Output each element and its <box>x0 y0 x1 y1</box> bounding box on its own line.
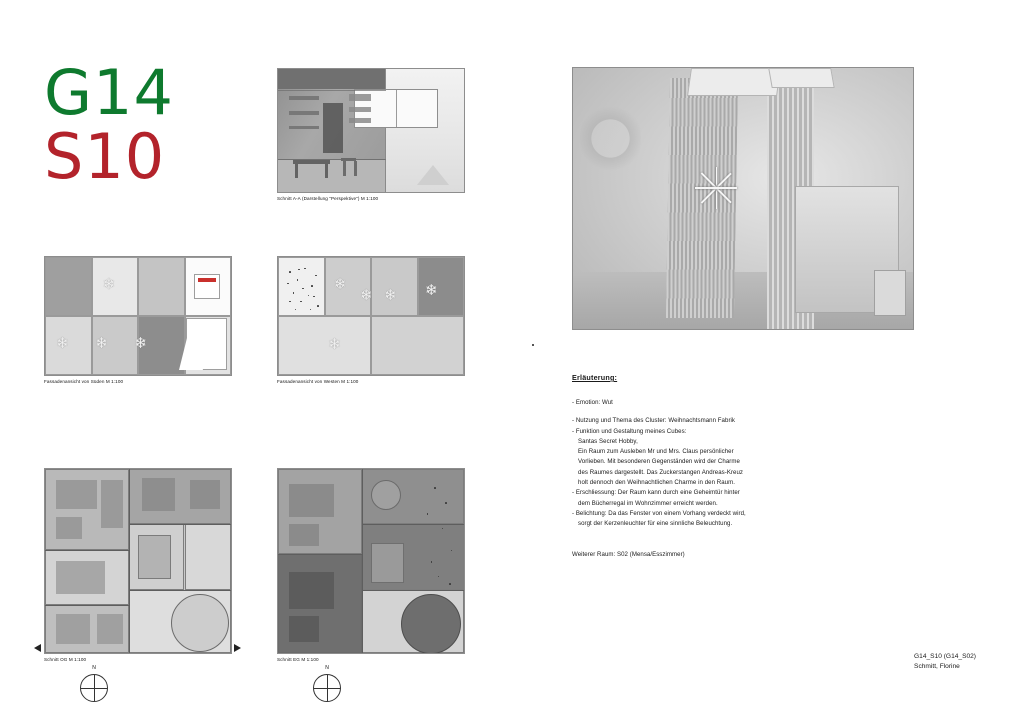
compass-og <box>80 665 108 702</box>
snowflake-icon: ❄ <box>384 286 397 304</box>
figure-plan-og <box>44 468 232 671</box>
compass-eg <box>313 665 341 702</box>
section-aa-caption: Schnitt A-A (Darstellung "Perspektive") M 1:100 <box>277 196 379 201</box>
plan-og-caption: Schnitt OG M 1:100 <box>44 657 87 662</box>
plan-og-image <box>44 468 232 654</box>
explanation-block <box>572 373 902 560</box>
project-code-g14: G14 <box>44 56 174 129</box>
explanation-line-1: - Nutzung und Thema des Cluster: Weihnachtsmann Fabrik <box>572 417 736 425</box>
footer-code: G14_S10 (G14_S02) <box>914 653 976 660</box>
explanation-line-6: des Raumes dargestellt. Das Zuckerstangen Andreas-Kreuz <box>578 468 743 476</box>
facade-west-image <box>277 256 465 376</box>
explanation-line-11: sorgt der Kerzenleuchter für eine sinnliche Beleuchtung. <box>578 520 733 528</box>
sheet-mark <box>532 344 534 346</box>
compass-north-label-og: N <box>92 665 96 671</box>
explanation-line-7: holt dennoch den Weihnachtlichen Charme in den Raum. <box>578 479 735 487</box>
sheet-footer <box>914 652 976 671</box>
figure-facade-west <box>277 256 465 385</box>
snowflake-icon: ❄ <box>102 276 116 294</box>
snowflake-icon: ❄ <box>134 335 147 353</box>
explanation-line-2: - Funktion und Gestaltung meines Cubes: <box>572 427 687 435</box>
snowflake-icon: ❄ <box>333 276 347 294</box>
section-aa-image <box>277 68 465 193</box>
figure-facade-south <box>44 256 232 385</box>
interior-render-image <box>572 67 914 330</box>
footer-author: Schmitt, Florine <box>914 662 960 670</box>
project-code-s10: S10 <box>44 120 166 193</box>
facade-south-image <box>44 256 232 376</box>
candelabra-star-icon <box>695 167 737 209</box>
plan-eg-image <box>277 468 465 654</box>
figure-interior-render <box>572 67 914 330</box>
snowflake-icon: ❄ <box>328 336 341 354</box>
explanation-heading: Erläuterung: <box>572 373 618 382</box>
explanation-line-9: dem Bücherregal im Wohnzimmer erreicht werden. <box>578 499 718 507</box>
view-direction-arrow-right <box>234 644 241 652</box>
plan-eg-caption: Schnitt EG M 1:100 <box>277 657 319 662</box>
figure-section-aa <box>277 68 465 202</box>
explanation-line-4: Ein Raum zum Ausleben Mr und Mrs. Claus persönlicher <box>578 448 734 456</box>
snowflake-icon: ❄ <box>56 335 69 353</box>
explanation-line-8: - Erschliessung: Der Raum kann durch eine Geheimtür hinter <box>572 489 740 497</box>
facade-west-caption: Fassadenansicht von Westen M 1:100 <box>277 379 359 384</box>
view-direction-arrow-left <box>34 644 41 652</box>
facade-south-caption: Fassadenansicht von Süden M 1:100 <box>44 379 124 384</box>
snowflake-icon: ❄ <box>424 281 438 299</box>
explanation-line-3: Santas Secret Hobby, <box>578 437 638 445</box>
explanation-line-0: - Emotion: Wut <box>572 399 613 406</box>
compass-north-label-eg: N <box>325 665 329 671</box>
snowflake-icon: ❄ <box>359 286 373 304</box>
title-block <box>44 56 244 193</box>
additional-room-line: Weiterer Raum: S02 (Mensa/Esszimmer) <box>572 550 685 558</box>
figure-plan-eg <box>277 468 465 671</box>
explanation-line-5: Vorlieben. Mit besonderen Gegenständen wird der Charme <box>578 458 740 466</box>
explanation-line-10: - Belichtung: Da das Fenster von einem Vorhang verdeckt wird, <box>572 509 746 517</box>
snowflake-icon: ❄ <box>95 335 108 353</box>
